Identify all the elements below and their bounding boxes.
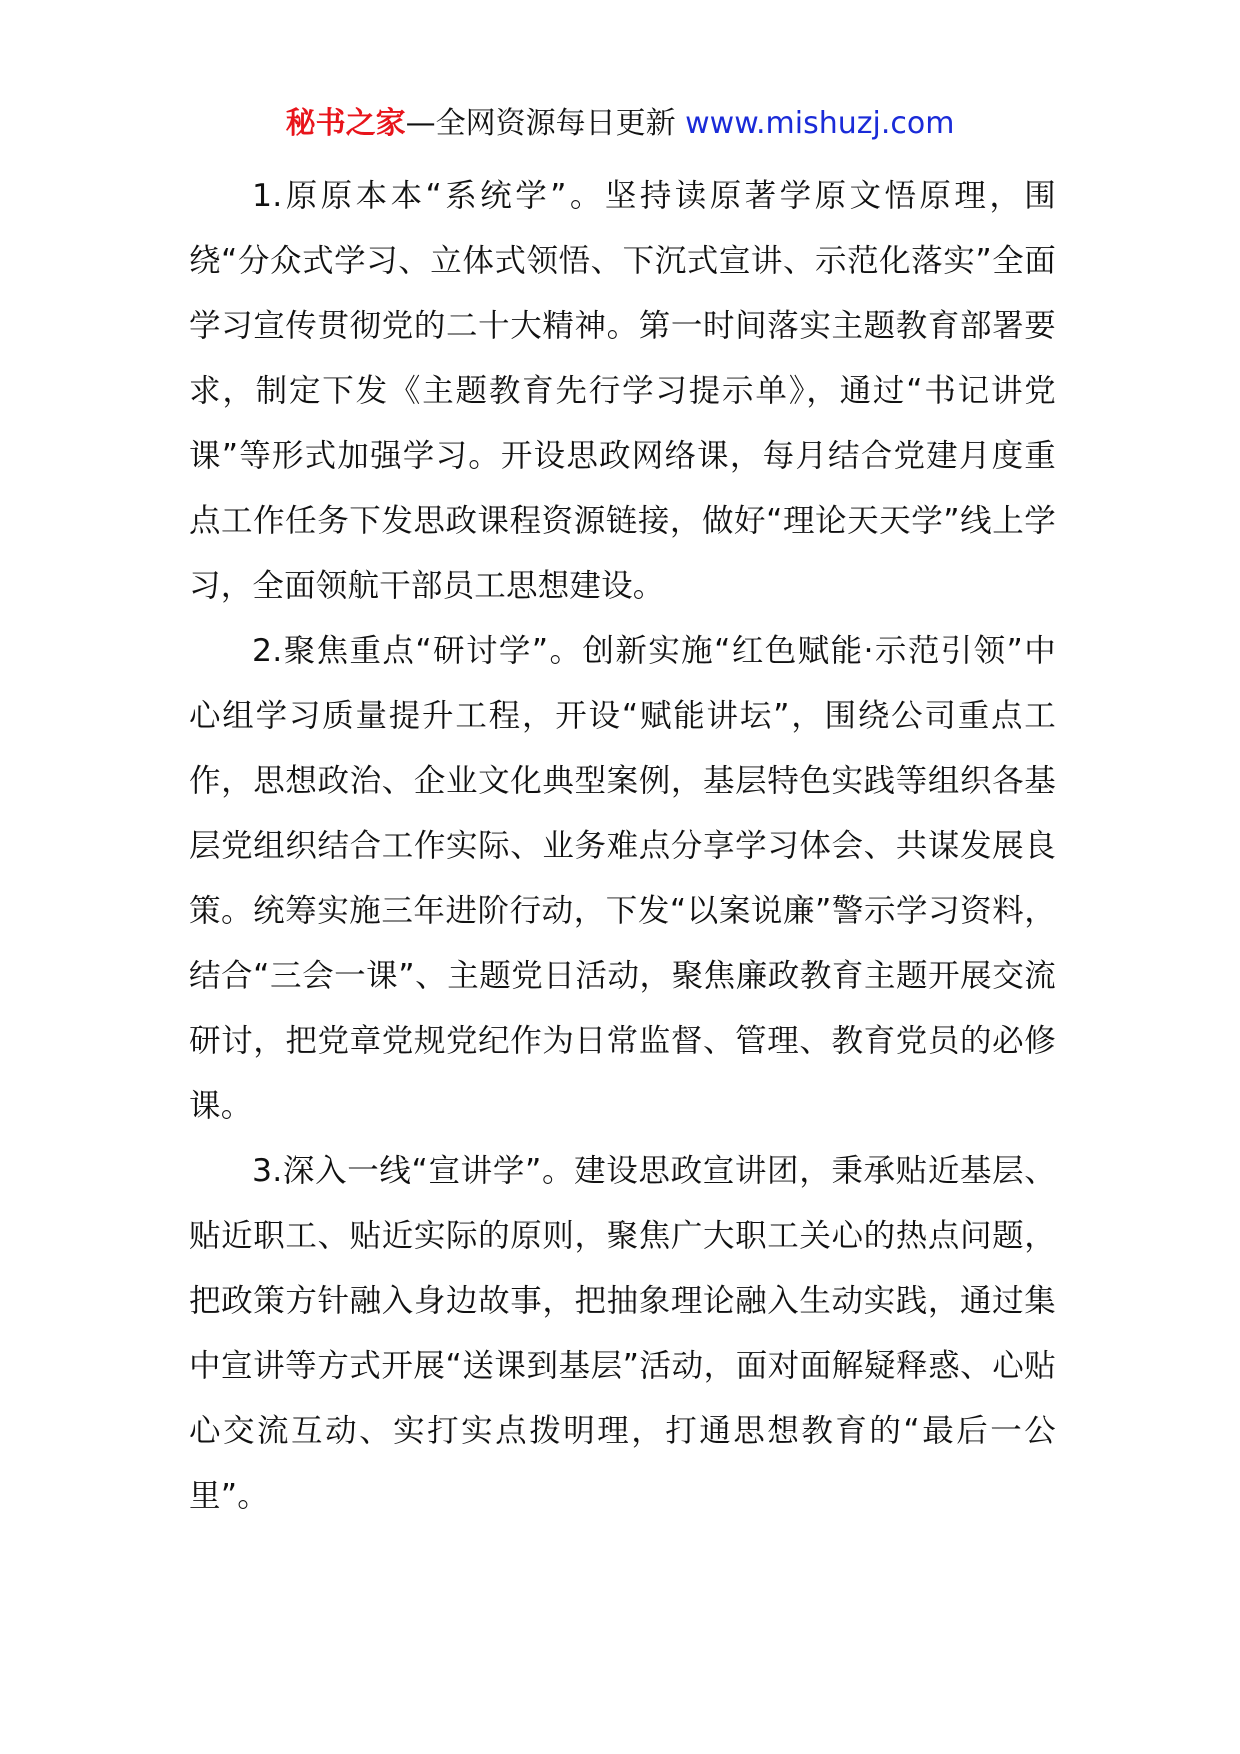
paragraph-3: 3.深入一线“宣讲学”。建设思政宣讲团，秉承贴近基层、贴近职工、贴近实际的原则，聚焦广大职工关心的热点问题，把政策方针融入身边故事，把抽象理论融入生动实践，通过集中宣讲等方式开展“送课到基层”活动，面对面解疑释惑、心贴心交流互动、实打实点拨明理，打通思想教育的“最后一公里”。: [189, 1153, 1056, 1514]
brand-name: 秘书之家: [285, 106, 406, 141]
brand-slogan: —全网资源每日更新: [405, 106, 676, 141]
site-url: www.mishuzj.com: [685, 106, 955, 141]
paragraph-2: 2.聚焦重点“研讨学”。创新实施“红色赋能·示范引领”中心组学习质量提升工程，开设“赋能讲坛”，围绕公司重点工作，思想政治、企业文化典型案例，基层特色实践等组织各基层党组织结合工作实际、业务难点分享学习体会、共谋发展良策。统筹实施三年进阶行动，下发“以案说廉”警示学习资料，结合“三会一课”、主题党日活动，聚焦廉政教育主题开展交流研讨，把党章党规党纪作为日常监督、管理、教育党员的必修课。: [189, 633, 1056, 1124]
watermark-header: [0, 104, 1240, 144]
paragraph-1: 1.原原本本“系统学”。坚持读原著学原文悟原理，围绕“分众式学习、立体式领悟、下沉式宣讲、示范化落实”全面学习宣传贯彻党的二十大精神。第一时间落实主题教育部署要求，制定下发《主题教育先行学习提示单》，通过“书记讲党课”等形式加强学习。开设思政网络课，每月结合党建月度重点工作任务下发思政课程资源链接，做好“理论天天学”线上学习，全面领航干部员工思想建设。: [189, 178, 1056, 604]
document-body: [189, 164, 1056, 1529]
